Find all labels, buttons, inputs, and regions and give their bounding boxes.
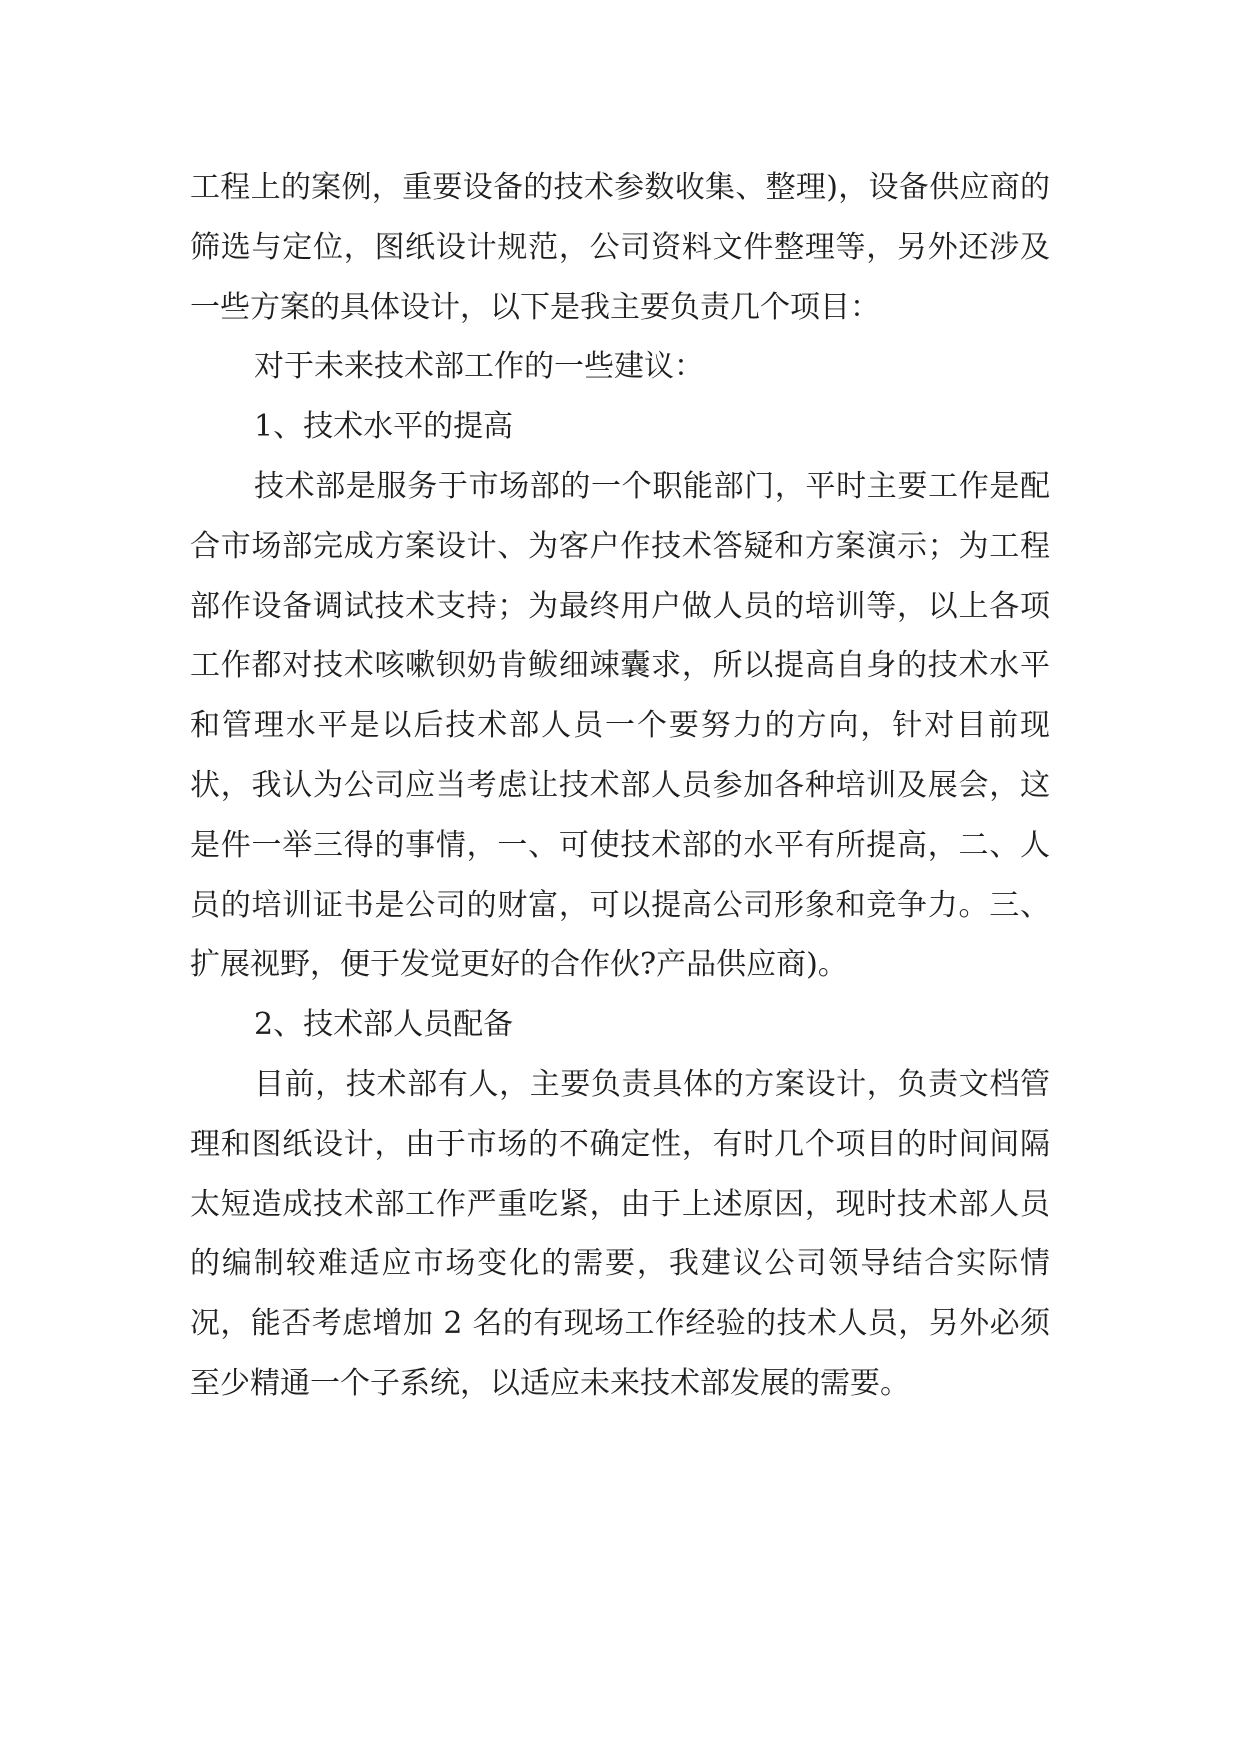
section-heading-1: 1、技术水平的提高 (254, 409, 514, 445)
paragraph-continuation: 工程上的案例，重要设备的技术参数收集、整理)，设备供应商的筛选与定位，图纸设计规范，公司资料文件整理等，另外还涉及一些方案的具体设计，以下是我主要负责几个项目： (190, 170, 1050, 325)
document-body (190, 158, 1050, 1414)
paragraph-staffing: 目前，技术部有人，主要负责具体的方案设计，负责文档管理和图纸设计，由于市场的不确定性，有时几个项目的时间间隔太短造成技术部工作严重吃紧，由于上述原因，现时技术部人员的编制较难适应市场变化的需要，我建议公司领导结合实际情况，能否考虑增加 2 名的有现场工作经验的技术人员，另外必须至少精通一个子系统，以适应未来技术部发展的需要。 (190, 1066, 1050, 1401)
section-heading-2: 2、技术部人员配备 (254, 1007, 514, 1043)
paragraph-tech-level: 技术部是服务于市场部的一个职能部门，平时主要工作是配合市场部完成方案设计、为客户作技术答疑和方案演示；为工程部作设备调试技术支持；为最终用户做人员的培训等，以上各项工作都对技术咳嗽钡奶肯鲅细竦囊求，所以提高自身的技术水平和管理水平是以后技术部人员一个要努力的方向，针对目前现状，我认为公司应当考虑让技术部人员参加各种培训及展会，这是件一举三得的事情，一、可使技术部的水平有所提高，二、人员的培训证书是公司的财富，可以提高公司形象和竞争力。三、扩展视野，便于发觉更好的合作伙?产品供应商)。 (190, 468, 1050, 983)
paragraph-suggestions-intro: 对于未来技术部工作的一些建议： (254, 349, 704, 385)
